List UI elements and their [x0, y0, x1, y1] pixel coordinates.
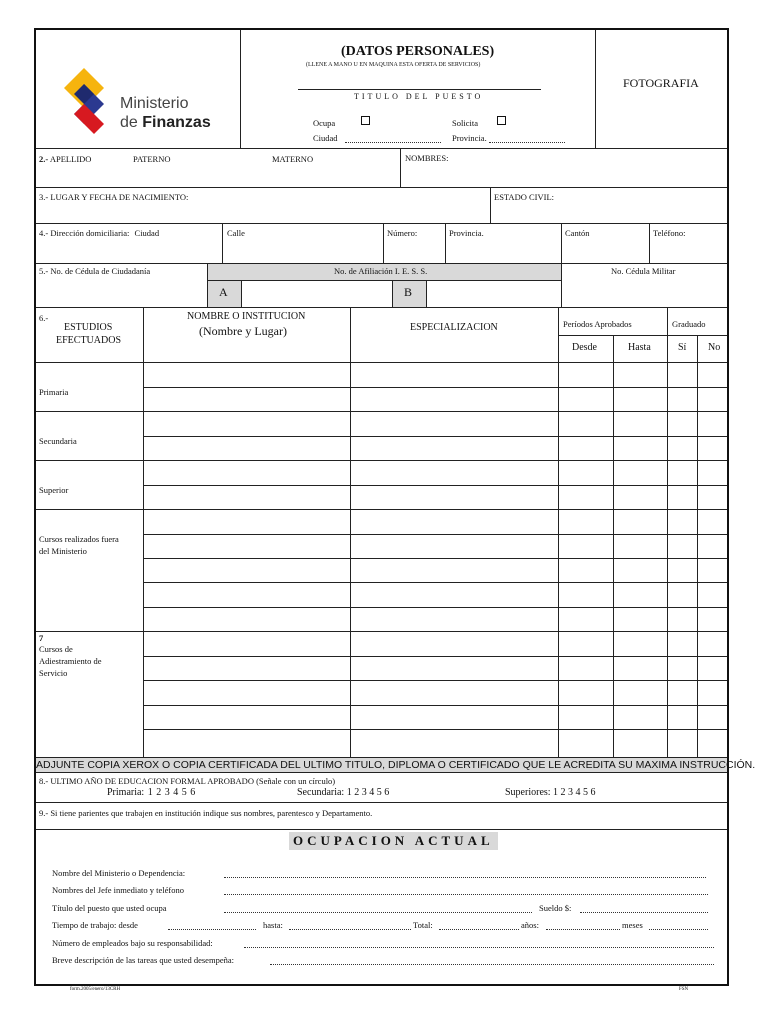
cursos-label-2: del Ministerio [39, 546, 87, 556]
section7-num: 7 [39, 633, 44, 643]
adiestramiento-label-1: Cursos de [39, 644, 73, 654]
row5-mid [207, 280, 561, 281]
estudios-row-line [143, 607, 727, 608]
desde-label: Desde [572, 342, 597, 353]
lugar-fecha-label: 3.- LUGAR Y FECHA DE NACIMIENTO: [39, 192, 189, 202]
estudios-col-line [613, 335, 614, 757]
estudios-group-line [36, 362, 727, 363]
ocupa-label: Ocupa [313, 118, 336, 128]
empleados-label: Número de empleados bajo su responsabilidad: [52, 938, 213, 948]
adiestramiento-label-2: Adiestramiento de [39, 656, 102, 666]
row4-div-3 [445, 223, 446, 263]
estudios-row-line [143, 485, 727, 486]
tiempo-meses-label: meses [622, 920, 643, 930]
solicita-checkbox[interactable] [497, 116, 506, 125]
afiliacion-a-label: A [219, 285, 228, 299]
estudios-col-line [667, 307, 668, 757]
adjunte-banner [36, 757, 756, 773]
estudios-row-line [143, 534, 727, 535]
descripcion-tareas-label: Breve descripción de las tareas que usted desempeña: [52, 955, 234, 965]
row4-div-5 [649, 223, 650, 263]
row5-bottom [36, 307, 727, 308]
adiestramiento-label-3: Servicio [39, 668, 68, 678]
estudios-label-2: EFECTUADOS [56, 335, 122, 346]
row4-div-2 [383, 223, 384, 263]
afiliacion-label: No. de Afiliación I. E. S. S. [334, 266, 428, 276]
provincia-field[interactable] [489, 142, 565, 143]
tiempo-desde-field[interactable] [168, 929, 256, 930]
provincia-label: Provincia. [452, 133, 487, 143]
cedula-label: 5.- No. de Cédula de Ciudadanía [39, 266, 151, 276]
row5-div-2 [241, 280, 242, 307]
fotografia-label: FOTOGRAFIA [623, 76, 699, 90]
estudios-col-line [350, 307, 351, 757]
header-divider-right [595, 30, 596, 148]
row2-bottom [36, 187, 727, 188]
direccion-label [39, 229, 159, 238]
estudios-group-line [36, 631, 727, 632]
ocupacion-title: OCUPACION ACTUAL [289, 832, 498, 850]
adjunte-banner-text: ADJUNTE COPIA XEROX O COPIA CERTIFICADA DEL ULTIMO TITULO, DIPLOMA O CERTIFICADO QUE LE ACREDITA SU MAXIMA INSTRUCCIÓN. [36, 759, 756, 771]
estado-civil-label: ESTADO CIVIL: [494, 192, 554, 202]
row4-div-4 [561, 223, 562, 263]
estudios-row-line [143, 705, 727, 706]
titulo-puesto-label: TITULO DEL PUESTO [354, 92, 484, 101]
tiempo-total-label: Total: [413, 920, 433, 930]
institucion-label-2: (Nombre y Lugar) [199, 324, 287, 338]
tiempo-hasta-label: hasta: [263, 920, 283, 930]
direccion-text: 4.- Dirección domiciliaria: [39, 228, 130, 238]
header-divider-left [240, 30, 241, 148]
estudios-row-line [143, 582, 727, 583]
ocupa-checkbox[interactable] [361, 116, 370, 125]
logo-text-ministerio: Ministerio [120, 95, 189, 112]
row8-primaria: Primaria: 1 2 3 4 5 6 [107, 787, 196, 798]
row5-div-4 [426, 280, 427, 307]
si-label: Sí [678, 342, 687, 353]
hasta-label: Hasta [628, 342, 651, 353]
estudios-col-line [558, 307, 559, 757]
nombres-label: NOMBRES: [405, 153, 449, 163]
estudios-group-line [36, 509, 727, 510]
ministerio-logo [62, 62, 212, 138]
row4-div-1 [222, 223, 223, 263]
tiempo-hasta-field[interactable] [289, 929, 411, 930]
footer-initials: FSN [679, 987, 689, 992]
logo-text-finanzas-bold: Finanzas [142, 114, 211, 131]
solicita-label: Solicita [452, 118, 478, 128]
row8-label: 8.- ULTIMO AÑO DE EDUCACION FORMAL APROBADO (Señale con un círculo) [39, 776, 336, 786]
ministerio-dependencia-field[interactable] [224, 877, 706, 878]
telefono-label: Teléfono: [653, 228, 686, 238]
tiempo-anos-label: años: [521, 920, 539, 930]
jefe-inmediato-field[interactable] [224, 894, 708, 895]
provincia-dir-label: Provincia. [449, 228, 484, 238]
tiempo-total-field[interactable] [439, 929, 519, 930]
row9-bottom [36, 829, 727, 830]
estudios-group-line [36, 460, 727, 461]
logo-diamond-icon [62, 62, 122, 138]
row8-superiores: Superiores: 1 2 3 4 5 6 [505, 787, 596, 798]
ciudad-field[interactable] [345, 142, 441, 143]
empleados-field[interactable] [244, 947, 714, 948]
row8-bottom [36, 802, 727, 803]
header-bottom-line [36, 148, 727, 149]
row9-label: 9.- Si tiene parientes que trabajen en institución indique sus nombres, parentesco y Departamento. [39, 808, 373, 818]
estudios-row-line [143, 558, 727, 559]
jefe-inmediato-label: Nombres del Jefe inmediato y teléfono [52, 885, 184, 895]
row5-div-5 [561, 263, 562, 307]
estudios-row-line [143, 729, 727, 730]
sueldo-field[interactable] [580, 912, 708, 913]
titulo-ocupa-field[interactable] [224, 912, 532, 913]
row8-secundaria: Secundaria: 1 2 3 4 5 6 [297, 787, 390, 798]
institucion-label-1: NOMBRE O INSTITUCION [187, 311, 306, 322]
row3-divider [490, 187, 491, 223]
estudios-row-line [143, 436, 727, 437]
estudios-row-line [143, 387, 727, 388]
footer-form-code: form.2005/enero/13CRH [70, 987, 121, 992]
apellido-label: APELLIDO [49, 154, 92, 164]
cedula-militar-label: No. Cédula Militar [611, 266, 676, 276]
descripcion-tareas-field[interactable] [270, 964, 714, 965]
no-label: No [708, 342, 721, 353]
estudios-row-line [143, 656, 727, 657]
estudios-label-1: ESTUDIOS [64, 322, 113, 333]
page-title: (DATOS PERSONALES) [341, 44, 495, 59]
cursos-label-1: Cursos realizados fuera [39, 534, 119, 544]
page-subtitle: (LLENE A MANO U EN MAQUINA ESTA OFERTA DE SERVICIOS) [306, 62, 481, 68]
primaria-label: Primaria [39, 387, 69, 397]
ciudad-label: Ciudad [313, 133, 338, 143]
estudios-col-line [697, 335, 698, 757]
canton-label: Cantón [565, 228, 590, 238]
paterno-label: PATERNO [133, 154, 171, 164]
row2-divider [400, 148, 401, 187]
estudios-row-line [143, 680, 727, 681]
ministerio-dependencia-label: Nombre del Ministerio o Dependencia: [52, 868, 186, 878]
periodos-label: Períodos Aprobados [563, 319, 632, 329]
titulo-puesto-line [298, 89, 541, 90]
graduado-label: Graduado [672, 319, 706, 329]
row2-num: 2.- [39, 154, 49, 164]
materno-label: MATERNO [272, 154, 314, 164]
sueldo-label: Sueldo $: [539, 903, 572, 913]
numero-label: Número: [387, 228, 418, 238]
estudios-col-line [143, 307, 144, 757]
logo-text-finanzas [120, 115, 211, 131]
afiliacion-b-label: B [404, 285, 413, 299]
titulo-ocupa-label: Título del puesto que usted ocupa [52, 903, 167, 913]
row3-bottom [36, 223, 727, 224]
row2-number [39, 155, 91, 164]
calle-label: Calle [227, 228, 245, 238]
estudios-group-line [36, 411, 727, 412]
row5-div-3 [392, 280, 393, 307]
tiempo-desde-label: Tiempo de trabajo: desde [52, 920, 138, 930]
ciudad-text: Ciudad [134, 228, 160, 238]
estudios-num: 6.- [39, 313, 49, 323]
especializacion-label: ESPECIALIZACION [410, 322, 498, 333]
superior-label: Superior [39, 485, 69, 495]
row5-div-1 [207, 263, 208, 307]
estudios-subheader-line [558, 335, 727, 336]
secundaria-label: Secundaria [39, 436, 77, 446]
tiempo-anos-field[interactable] [546, 929, 620, 930]
logo-text-de: de [120, 114, 143, 131]
tiempo-meses-field[interactable] [649, 929, 708, 930]
